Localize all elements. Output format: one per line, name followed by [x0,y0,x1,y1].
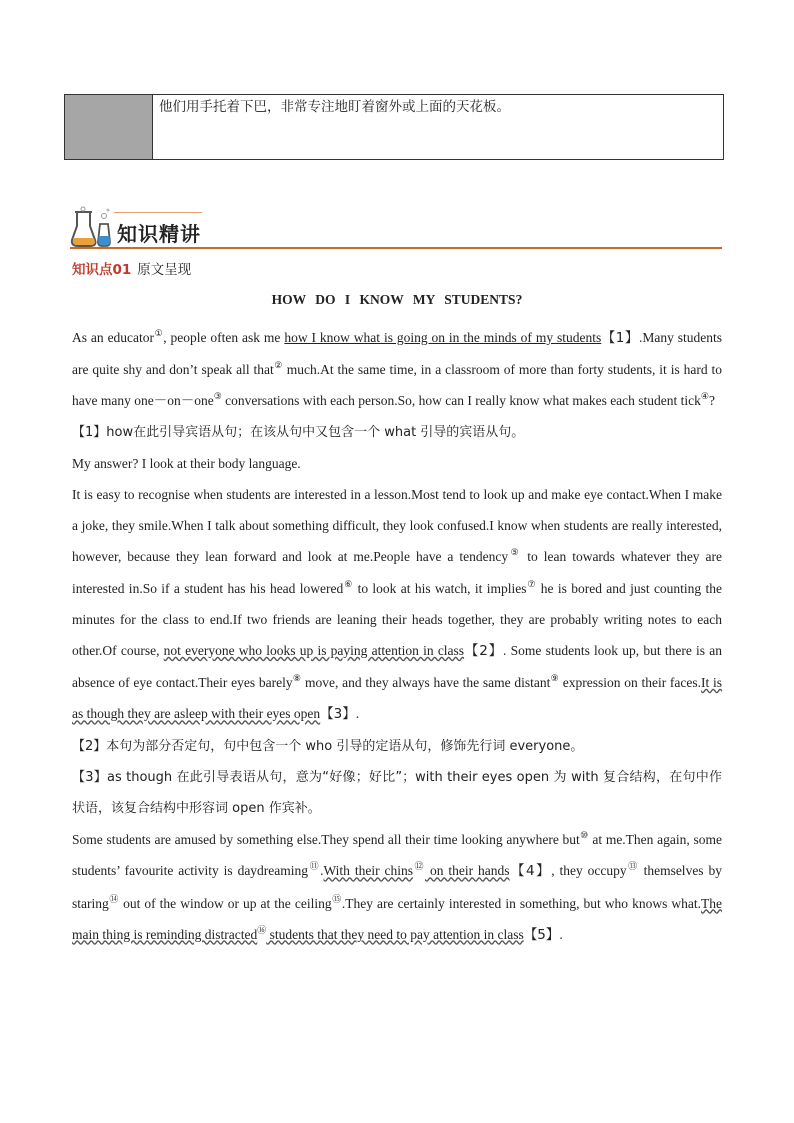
grammar-note-2: 【2】本句为部分否定句，句中包含一个 who 引导的定语从句，修饰先行词 everyone。 [72,738,584,754]
note-marker: 【5】 [523,926,560,943]
footnote-marker: ⑯ [257,924,267,935]
footnote-marker: ③ [213,391,222,402]
footnote-marker: ① [154,328,164,338]
footnote-marker: ⑦ [526,578,537,589]
underlined-clause: The main thing is reminding distracted [72,895,722,942]
note-marker: 【3】 [320,706,356,723]
footnote-marker: ⑩ [579,830,589,841]
note-marker: 【2】 [464,643,504,660]
knowledge-point-label [72,258,191,278]
footnote-marker: ⑤ [508,547,522,558]
knowledge-point-number: 知识点01 [72,262,132,278]
footnote-marker: ⑪ [308,861,321,872]
section-title: 知识精讲 [117,222,201,246]
knowledge-point-name: 原文呈现 [137,262,192,278]
grammar-note-1: 【1】how在此引导宾语从句；在该从句中又包含一个 what 引导的宾语从句。 [72,424,525,440]
footnote-marker: ⑬ [626,861,639,872]
paragraph-1: As an educator①, people often ask me how I know what is going on in the minds of my students【1】.Many students are quite shy and don’t speak all that② much.At the same time, in a classroom of more than forty students, it is hard to have many one－on－one③ conversations with each person.So, how can I really know what makes each student tick④? [72,328,722,409]
underlined-clause: not everyone who looks up is paying attention in class [163,643,465,659]
article-title: HOW DO I KNOW MY STUDENTS? [271,292,523,307]
table-gray-cell [65,95,153,159]
underlined-clause: With their chins [323,863,413,879]
footnote-marker: ④ [700,391,709,402]
flask-icon [70,206,114,248]
underlined-clause: on their hands [425,863,510,879]
table-text-cell: 他们用手托着下巴，非常专注地盯着窗外或上面的天花板。 [159,99,510,115]
footnote-marker: ⑥ [343,578,354,589]
footnote-marker: ⑫ [412,861,426,872]
footnote-marker: ② [273,360,283,371]
underlined-clause: It is as though they are asleep with their eyes open [72,675,722,722]
top-table [64,94,724,160]
footnote-marker: ⑭ [108,893,120,904]
header-divider [70,247,722,249]
paragraph-3: It is easy to recognise when students are interested in a lesson.Most tend to look up and make eye contact.When I make a joke, they smile.When I talk about something difficult, they look confused.I know when students are really interested, however, because they lean forward and look at me.People have a tendency⑤ to lean towards whatever they are interested in.So if a student has his head lowered⑥ to look at his watch, it implies⑦ he is bored and just counting the minutes for the class to end.If two friends are leaning their heads together, they are probably writing notes to each other.Of course, not everyone who looks up is paying attention in class【2】. Some students look up, but there is an absence of eye contact.Their eyes barely⑧ move, and they always have the same distant⑨ expression on their faces.It is as though they are asleep with their eyes open【3】. [72,487,723,723]
grammar-note-3: 【3】as though 在此引导表语从句，意为“好像；好比”；with their eyes open 为 with 复合结构，在句中作状语，该复合结构中形容词 open 作宾补。 [72,769,722,817]
paragraph-2: My answer? I look at their body language. [72,455,301,471]
note-marker: 【4】 [509,863,552,880]
underlined-clause: students that they need to pay attention in class [266,926,524,942]
underlined-clause: how I know what is going on in the minds of my students [284,330,602,345]
article-body [72,322,722,951]
footnote-marker: ⑧ [292,673,302,684]
footnote-marker: ⑨ [550,673,560,684]
paragraph-4: Some students are amused by something else.They spend all their time looking anywhere but⑩ at me.Then again, some students’ favourite activity is daydreaming⑪.With their chins⑫ on their hands【4】, they occupy⑬ themselves by staring⑭ out of the window or up at the ceiling⑮.They are certainly interested in something, but who knows what.The main thing is reminding distracted⑯ students that they need to pay attention in class【5】. [72,830,722,943]
header-accent-line [114,212,202,213]
note-marker: 【1】 [601,330,639,346]
section-header [70,206,722,250]
footnote-marker: ⑮ [331,893,342,904]
